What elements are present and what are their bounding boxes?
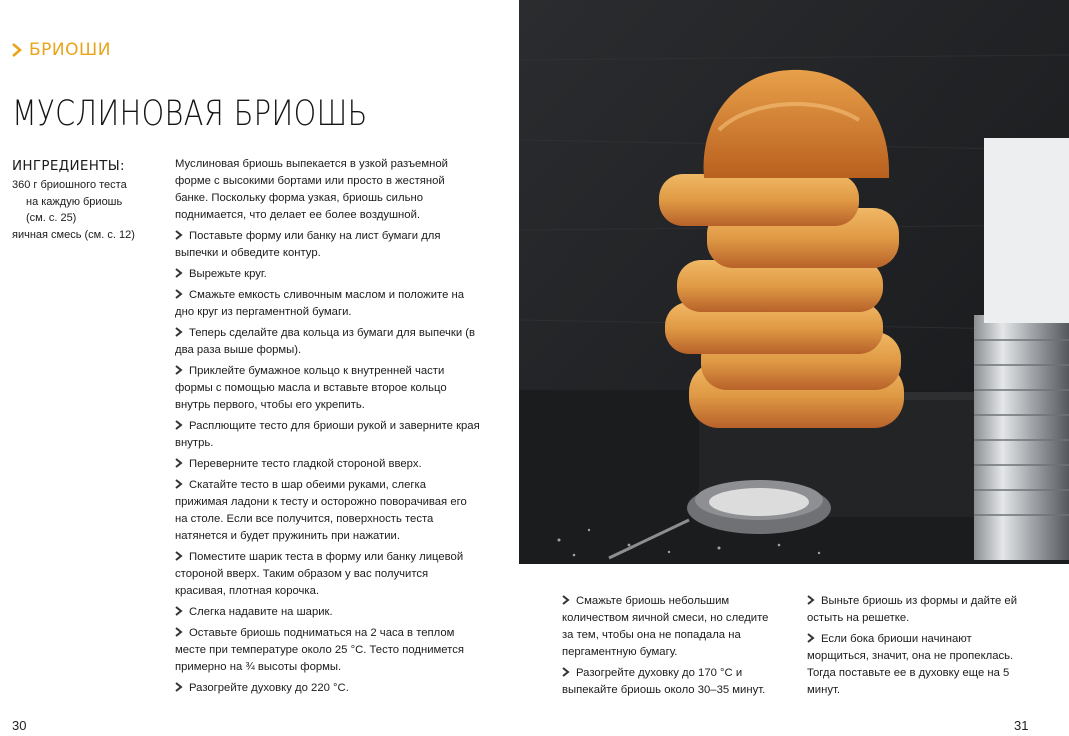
ingredients-heading: ИНГРЕДИЕНТЫ: xyxy=(12,158,125,174)
step-text: Приклейте бумажное кольцо к внутренней части формы с помощью масла и вставьте второе кольцо внутрь первого, чтобы его укрепить. xyxy=(175,365,447,411)
chevron-right-icon xyxy=(175,268,183,278)
step-text: Оставьте бриошь подниматься на 2 часа в теплом месте при температуре около 25 °C. Тесто поднимется примерно на ¾ высоты формы. xyxy=(175,627,464,673)
step-text: Поместите шарик теста в форму или банку лицевой стороной вверх. Таким образом у вас получится красивая, плотная корочка. xyxy=(175,551,464,597)
chevron-right-icon xyxy=(175,551,183,561)
step-item xyxy=(175,266,480,283)
step-text: Смажьте бриошь небольшим количеством яичной смеси, но следите за тем, чтобы она не попадала на пергаментную бумагу. xyxy=(562,595,769,658)
chevron-right-icon xyxy=(807,595,815,605)
steps-list xyxy=(807,593,1032,699)
step-item xyxy=(175,228,480,262)
step-text: Расплющите тесто для бриоши рукой и заверните края внутрь. xyxy=(175,420,480,449)
step-text: Разогрейте духовку до 220 °C. xyxy=(189,682,349,694)
page-title: МУСЛИНОВАЯ БРИОШЬ xyxy=(12,94,368,134)
step-text: Поставьте форму или банку на лист бумаги для выпечки и обведите контур. xyxy=(175,230,441,259)
step-text: Разогрейте духовку до 170 °C и выпекайте бриошь около 30–35 минут. xyxy=(562,667,766,696)
section-label xyxy=(12,40,111,60)
brioche-photo xyxy=(519,0,1069,564)
step-item xyxy=(562,593,782,661)
page-number-left: 30 xyxy=(12,718,27,733)
chevron-right-icon xyxy=(175,420,183,430)
step-item xyxy=(175,363,480,414)
step-item xyxy=(175,625,480,676)
instructions-column-right-b xyxy=(807,593,1032,703)
chevron-right-icon xyxy=(562,595,570,605)
step-item xyxy=(807,593,1032,627)
chevron-right-icon xyxy=(562,667,570,677)
brioche-stack-image xyxy=(519,0,1069,564)
step-text: Если бока бриоши начинают морщиться, значит, она не пропеклась. Тогда поставьте ее в духовку еще на 5 минут. xyxy=(807,633,1014,696)
step-item xyxy=(175,325,480,359)
chevron-right-icon xyxy=(12,43,23,57)
section-name: БРИОШИ xyxy=(29,40,111,60)
chevron-right-icon xyxy=(175,365,183,375)
ingredient-line: яичная смесь (см. с. 12) xyxy=(12,228,135,241)
page-number-right: 31 xyxy=(1014,718,1029,733)
steps-list xyxy=(562,593,782,699)
step-item xyxy=(175,477,480,545)
step-item xyxy=(175,456,480,473)
chevron-right-icon xyxy=(807,633,815,643)
instructions-column-left xyxy=(175,156,480,701)
ingredient-line: на каждую бриошь xyxy=(26,195,123,208)
step-text: Вырежьте круг. xyxy=(189,268,267,280)
step-text: Выньте бриошь из формы и дайте ей остыть на решетке. xyxy=(807,595,1018,624)
chevron-right-icon xyxy=(175,682,183,692)
step-item xyxy=(175,680,480,697)
chevron-right-icon xyxy=(175,606,183,616)
instructions-column-right-a xyxy=(562,593,782,703)
step-item xyxy=(807,631,1032,699)
step-text: Скатайте тесто в шар обеими руками, слегка прижимая ладони к тесту и осторожно поворачивая его на столе. Если все получится, поверхность теста натянется и будет пружинить при нажатии. xyxy=(175,479,467,542)
step-text: Переверните тесто гладкой стороной вверх. xyxy=(189,458,422,470)
chevron-right-icon xyxy=(175,230,183,240)
ingredient-line: (см. с. 25) xyxy=(26,212,77,224)
step-item xyxy=(175,418,480,452)
chevron-right-icon xyxy=(175,289,183,299)
chevron-right-icon xyxy=(175,458,183,468)
step-text: Теперь сделайте два кольца из бумаги для выпечки (в два раза выше формы). xyxy=(175,327,476,356)
chevron-right-icon xyxy=(175,479,183,489)
step-item xyxy=(562,665,782,699)
step-item xyxy=(175,549,480,600)
step-item xyxy=(175,287,480,321)
chevron-right-icon xyxy=(175,327,183,337)
step-item xyxy=(175,604,480,621)
chevron-right-icon xyxy=(175,627,183,637)
steps-list xyxy=(175,228,480,697)
ingredient-line: 360 г бриошного теста xyxy=(12,179,127,191)
step-text: Слегка надавите на шарик. xyxy=(189,606,333,618)
intro-paragraph: Муслиновая бриошь выпекается в узкой разъемной форме с высокими бортами или просто в жестяной банке. Поскольку форма узкая, бриошь сильно поднимается, что делает ее более воздушной. xyxy=(175,158,448,221)
step-text: Смажьте емкость сливочным маслом и положите на дно круг из пергаментной бумаги. xyxy=(175,289,465,318)
ingredients-list xyxy=(12,177,172,243)
